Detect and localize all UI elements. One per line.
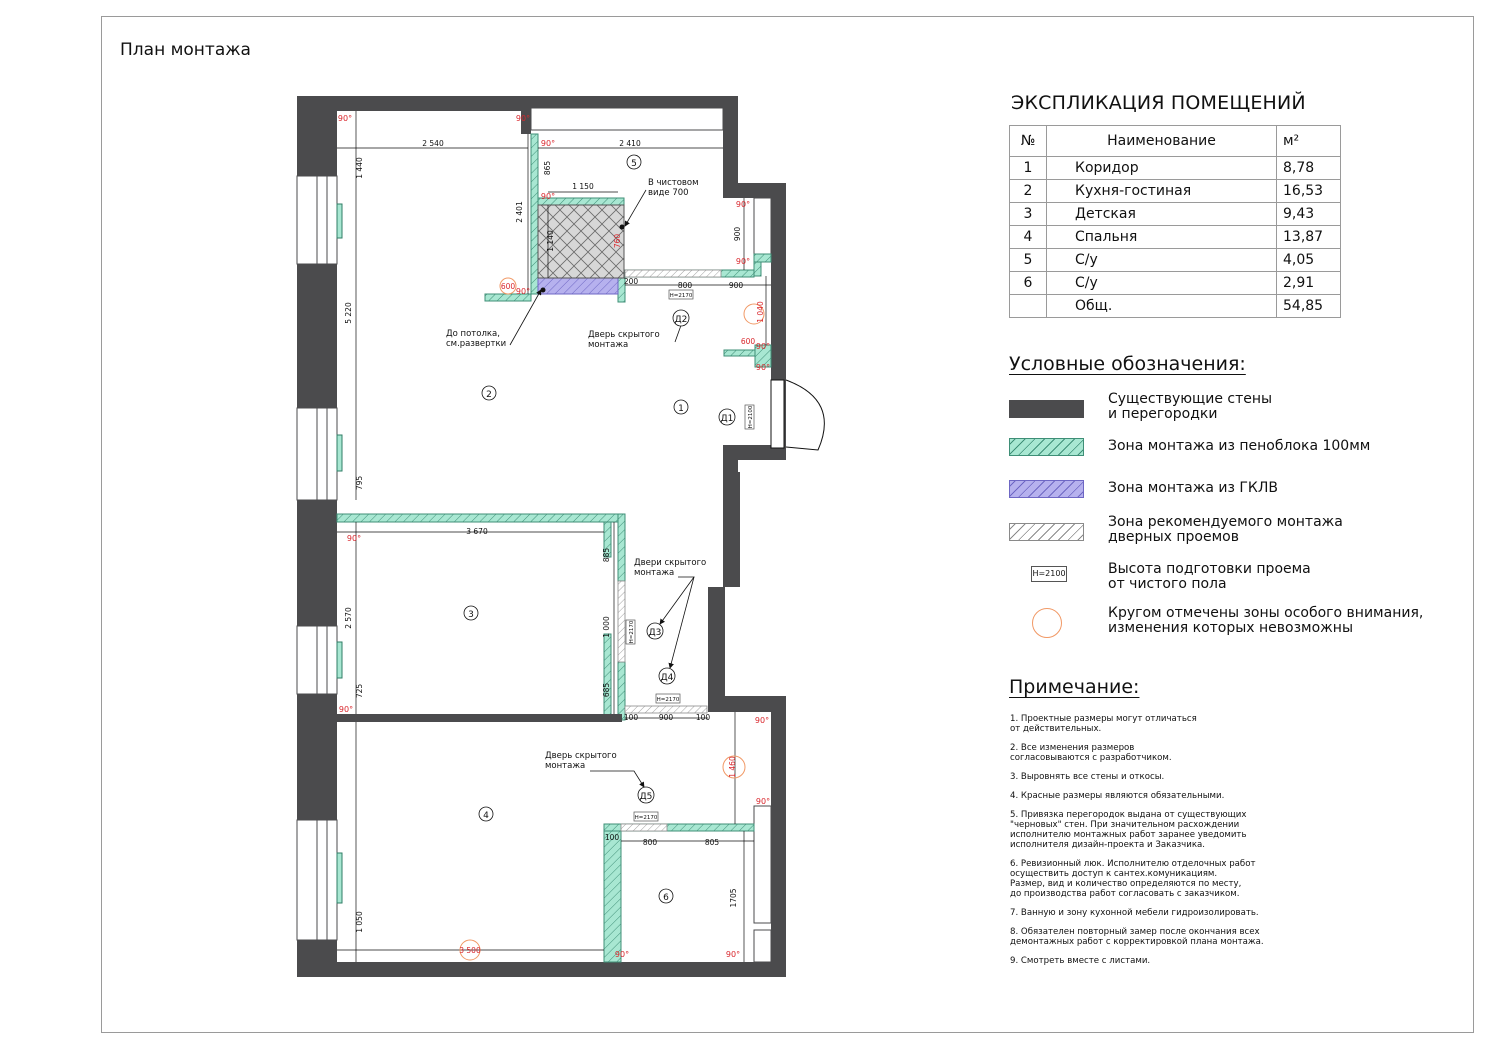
table-total-row xyxy=(1010,295,1341,318)
angle-label: 90° xyxy=(515,114,531,123)
note-item: 5. Привязка перегородок выдана от существующих "черновых" стен. При значительном расхождении исполнителю монтажных работ заранее уведомить исполнителя дизайн-проекта и Заказчика. xyxy=(1010,810,1247,850)
room-area: 16,53 xyxy=(1277,180,1341,203)
legend-text: от чистого пола xyxy=(1108,576,1227,592)
angle-label: 90° xyxy=(755,342,771,351)
angle-label: 90° xyxy=(338,705,354,714)
sheet-title: План монтажа xyxy=(120,40,251,60)
angle-label: 90° xyxy=(755,797,771,806)
room-num: 5 xyxy=(1010,249,1047,272)
annotation-hidden-doors: Двери скрытого xyxy=(634,558,707,568)
angle-label: 90° xyxy=(755,363,771,372)
dimension-label: 100 xyxy=(604,833,620,842)
room-name: С/у xyxy=(1047,272,1277,295)
angle-label: 90° xyxy=(337,114,353,123)
dimension-label: 100 xyxy=(695,713,711,722)
required-dimension-label: 600 xyxy=(500,282,516,291)
room-area: 54,85 xyxy=(1277,295,1341,318)
table-row xyxy=(1010,203,1341,226)
legend-text: Кругом отмечены зоны особого внимания, xyxy=(1108,605,1424,621)
room-area: 2,91 xyxy=(1277,272,1341,295)
angle-label: 90° xyxy=(515,287,531,296)
required-dimension-label: 600 xyxy=(740,337,756,346)
required-dimension-label: 3 500 xyxy=(459,946,481,955)
room-num: 2 xyxy=(1010,180,1047,203)
room-name: С/у xyxy=(1047,249,1277,272)
room-area: 8,78 xyxy=(1277,157,1341,180)
annotation-hidden-door: монтажа xyxy=(545,761,586,771)
dimension-label: 1 050 xyxy=(355,911,364,933)
dimension-label: 900 xyxy=(658,713,674,722)
table-row xyxy=(1010,272,1341,295)
dimension-label: 795 xyxy=(355,475,364,491)
table-row xyxy=(1010,157,1341,180)
room-area: 9,43 xyxy=(1277,203,1341,226)
room-number: 1 xyxy=(678,404,684,414)
annotation-finish: виде 700 xyxy=(648,188,689,198)
dimension-label: 1 440 xyxy=(355,157,364,179)
note-item: 1. Проектные размеры могут отличаться от действительных. xyxy=(1010,714,1197,734)
dimension-label: 865 xyxy=(543,160,552,176)
room-number: 5 xyxy=(631,159,637,169)
existing-wall-swatch xyxy=(1009,400,1084,418)
annotation-finish: В чистовом xyxy=(648,178,699,188)
dimension-label: 5 220 xyxy=(344,302,353,324)
note-item: 6. Ревизионный люк. Исполнителю отделочных работ осуществить доступ к сантех.комуникациям. Размер, вид и количество определяются по месту, до производства работ согласовать с заказчиком. xyxy=(1010,859,1256,899)
dimension-label: 885 xyxy=(602,547,611,563)
doorway-zones xyxy=(618,270,721,831)
doorway-swatch xyxy=(1009,523,1084,541)
dimension-label: 200 xyxy=(623,277,639,286)
height-tag-label: H=2170 xyxy=(669,293,693,299)
header-name: Наименование xyxy=(1047,126,1277,157)
annotation-hidden-door: Дверь скрытого xyxy=(545,751,617,761)
door-label: Д1 xyxy=(720,414,734,424)
angle-label: 90° xyxy=(540,139,556,148)
height-tag-label: H=2170 xyxy=(634,815,658,821)
legend-text: Высота подготовки проема xyxy=(1108,561,1311,577)
header-area: м² xyxy=(1277,126,1341,157)
room-name: Коридор xyxy=(1047,157,1277,180)
room-num: 6 xyxy=(1010,272,1047,295)
notes-title: Примечание: xyxy=(1009,676,1140,698)
legend-text: дверных проемов xyxy=(1108,529,1239,545)
room-name: Кухня-гостиная xyxy=(1047,180,1277,203)
gklv-swatch xyxy=(1009,480,1084,498)
legend-text: изменения которых невозможны xyxy=(1108,620,1353,636)
room-num: 4 xyxy=(1010,226,1047,249)
dimension-label: 725 xyxy=(355,683,364,699)
angle-label: 90° xyxy=(735,257,751,266)
room-num xyxy=(1010,295,1047,318)
angle-label: 90° xyxy=(725,950,741,959)
note-item: 3. Выровнять все стены и откосы. xyxy=(1010,772,1165,782)
notes-list xyxy=(1010,714,1310,975)
door-label: Д4 xyxy=(660,673,674,683)
height-tag-label: H=2170 xyxy=(629,620,635,644)
annotation-hidden-door: Дверь скрытого xyxy=(588,330,660,340)
room-area: 13,87 xyxy=(1277,226,1341,249)
attention-circle-icon xyxy=(1032,608,1062,638)
height-tag-label: H=2100 xyxy=(748,405,754,429)
entrance-door-swing xyxy=(771,380,824,450)
room-num: 3 xyxy=(1010,203,1047,226)
explication-title: ЭКСПЛИКАЦИЯ ПОМЕЩЕНИЙ xyxy=(1011,92,1306,114)
dimension-label: 2 401 xyxy=(515,201,524,223)
room-name: Спальня xyxy=(1047,226,1277,249)
annotation-hidden-door: монтажа xyxy=(588,340,629,350)
door-label: Д5 xyxy=(639,792,653,802)
dimension-label: 805 xyxy=(704,838,720,847)
note-item: 2. Все изменения размеров согласовываются с разработчиком. xyxy=(1010,743,1172,763)
dimension-label: 685 xyxy=(602,682,611,698)
required-dimension-label: 760 xyxy=(613,233,622,249)
legend-text: Существующие стены xyxy=(1108,391,1273,407)
header-num: № xyxy=(1010,126,1047,157)
dimension-label: 100 xyxy=(623,713,639,722)
gklv-zone xyxy=(538,278,618,294)
dimension-label: 1 150 xyxy=(572,182,594,191)
note-item: 4. Красные размеры являются обязательными. xyxy=(1010,791,1225,801)
dimension-label: 2 570 xyxy=(344,607,353,629)
legend-title: Условные обозначения: xyxy=(1009,353,1246,375)
room-name: Детская xyxy=(1047,203,1277,226)
required-dimension-label: 1 460 xyxy=(728,756,737,778)
legend-text: Зона монтажа из пеноблока 100мм xyxy=(1108,438,1371,454)
angle-label: 90° xyxy=(540,192,556,201)
table-row xyxy=(1010,180,1341,203)
dimension-label: 2 540 xyxy=(422,139,444,148)
table-row xyxy=(1010,226,1341,249)
room-number: 4 xyxy=(483,811,489,821)
dimension-label: 3 670 xyxy=(466,527,488,536)
legend-text: Зона монтажа из ГКЛВ xyxy=(1108,480,1278,496)
room-number: 2 xyxy=(486,390,492,400)
dimension-label: 1 000 xyxy=(602,616,611,638)
legend-text: Зона рекомендуемого монтажа xyxy=(1108,514,1343,530)
explication-table xyxy=(1009,125,1341,318)
note-item: 7. Ванную и зону кухонной мебели гидроизолировать. xyxy=(1010,908,1259,918)
radiators xyxy=(337,204,342,903)
angle-label: 90° xyxy=(754,716,770,725)
dimension-label: 900 xyxy=(728,281,744,290)
dimension-label: 800 xyxy=(677,281,693,290)
room-number: 6 xyxy=(663,893,669,903)
annotation-ceiling: см.развертки xyxy=(446,339,507,349)
dimension-label: 1 140 xyxy=(546,230,555,252)
room-name: Общ. xyxy=(1047,295,1277,318)
explication-header-row xyxy=(1010,126,1341,157)
required-dimension-label: 1 040 xyxy=(756,301,765,323)
note-item: 8. Обязателен повторный замер после окончания всех демонтажных работ с корректировкой плана монтажа. xyxy=(1010,927,1264,947)
legend-text: и перегородки xyxy=(1108,406,1218,422)
angle-label: 90° xyxy=(346,534,362,543)
door-label: Д3 xyxy=(648,628,662,638)
angle-label: 90° xyxy=(614,950,630,959)
dimension-label: 1705 xyxy=(729,888,738,908)
height-tag-label: H=2170 xyxy=(656,697,680,703)
table-row xyxy=(1010,249,1341,272)
room-area: 4,05 xyxy=(1277,249,1341,272)
note-item: 9. Смотреть вместе с листами. xyxy=(1010,956,1151,966)
angle-label: 90° xyxy=(735,200,751,209)
foam-block-swatch xyxy=(1009,438,1084,456)
dimension-label: 900 xyxy=(733,226,742,242)
room-num: 1 xyxy=(1010,157,1047,180)
annotation-hidden-doors: монтажа xyxy=(634,568,675,578)
annotation-ceiling: До потолка, xyxy=(446,329,500,339)
room-number: 3 xyxy=(468,610,474,620)
door-label: Д2 xyxy=(674,315,688,325)
dimension-label: 800 xyxy=(642,838,658,847)
dimension-label: 2 410 xyxy=(619,139,641,148)
height-tag: H=2100 xyxy=(1031,566,1067,582)
